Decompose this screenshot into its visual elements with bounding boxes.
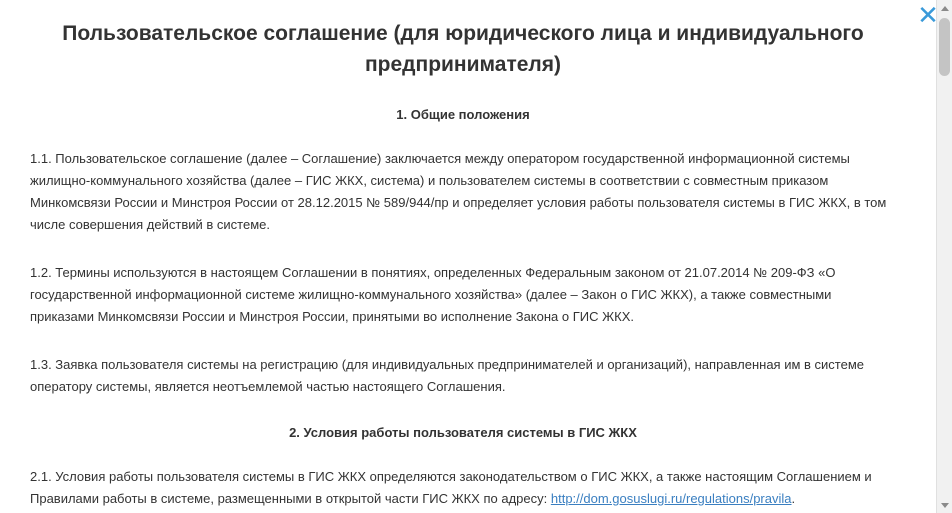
- section-heading-1: 1. Общие положения: [396, 107, 530, 122]
- triangle-down-shape: [941, 503, 949, 508]
- paragraph-1-2: 1.2. Термины используются в настоящем Соглашении в понятиях, определенных Федеральным законом от 21.07.2014 № 209-ФЗ «О государственной информационной системе жилищно-коммунального хозяйства» (далее – Закон о ГИС ЖКХ), а также совместными приказами Минкомсвязи России и Минстроя России, принятыми во исполнение Закона о ГИС ЖКХ.: [30, 265, 836, 324]
- paragraph-2-1: [30, 466, 896, 510]
- paragraph-1-3: 1.3. Заявка пользователя системы на регистрацию (для индивидуальных предпринимателей и организаций), направленная им в системе оператору системы, является неотъемлемой частью настоящего Соглашения.: [30, 357, 864, 394]
- page-title: Пользовательское соглашение (для юридического лица и индивидуального предпринимателя): [62, 22, 864, 76]
- rules-link[interactable]: http://dom.gosuslugi.ru/regulations/pravila: [550, 491, 792, 506]
- paragraph-2-1-prefix: 2.1. Условия работы пользователя системы в ГИС ЖКХ определяются законодательством о ГИС ЖКХ, а также настоящим Соглашением и Правилами работы в системе, размещенными в открытой части ГИС ЖКХ по адресу:: [30, 469, 872, 506]
- paragraph-2-1-suffix: .: [791, 491, 796, 506]
- scroll-down-icon[interactable]: [937, 497, 952, 513]
- close-icon[interactable]: ✕: [917, 0, 939, 30]
- section-heading-2: 2. Условия работы пользователя системы в ГИС ЖКХ: [289, 425, 637, 440]
- vertical-scrollbar[interactable]: [936, 0, 952, 513]
- paragraph-1-1: 1.1. Пользовательское соглашение (далее – Соглашение) заключается между оператором государственной информационной системы жилищно-коммунального хозяйства (далее – ГИС ЖКХ, система) и пользователем системы в соответствии с совместным приказом Минкомсвязи России и Минстроя России от 28.12.2015 № 589/944/пр и определяет условия работы пользователя системы в ГИС ЖКХ, в том числе совершения действий в системе.: [30, 151, 887, 232]
